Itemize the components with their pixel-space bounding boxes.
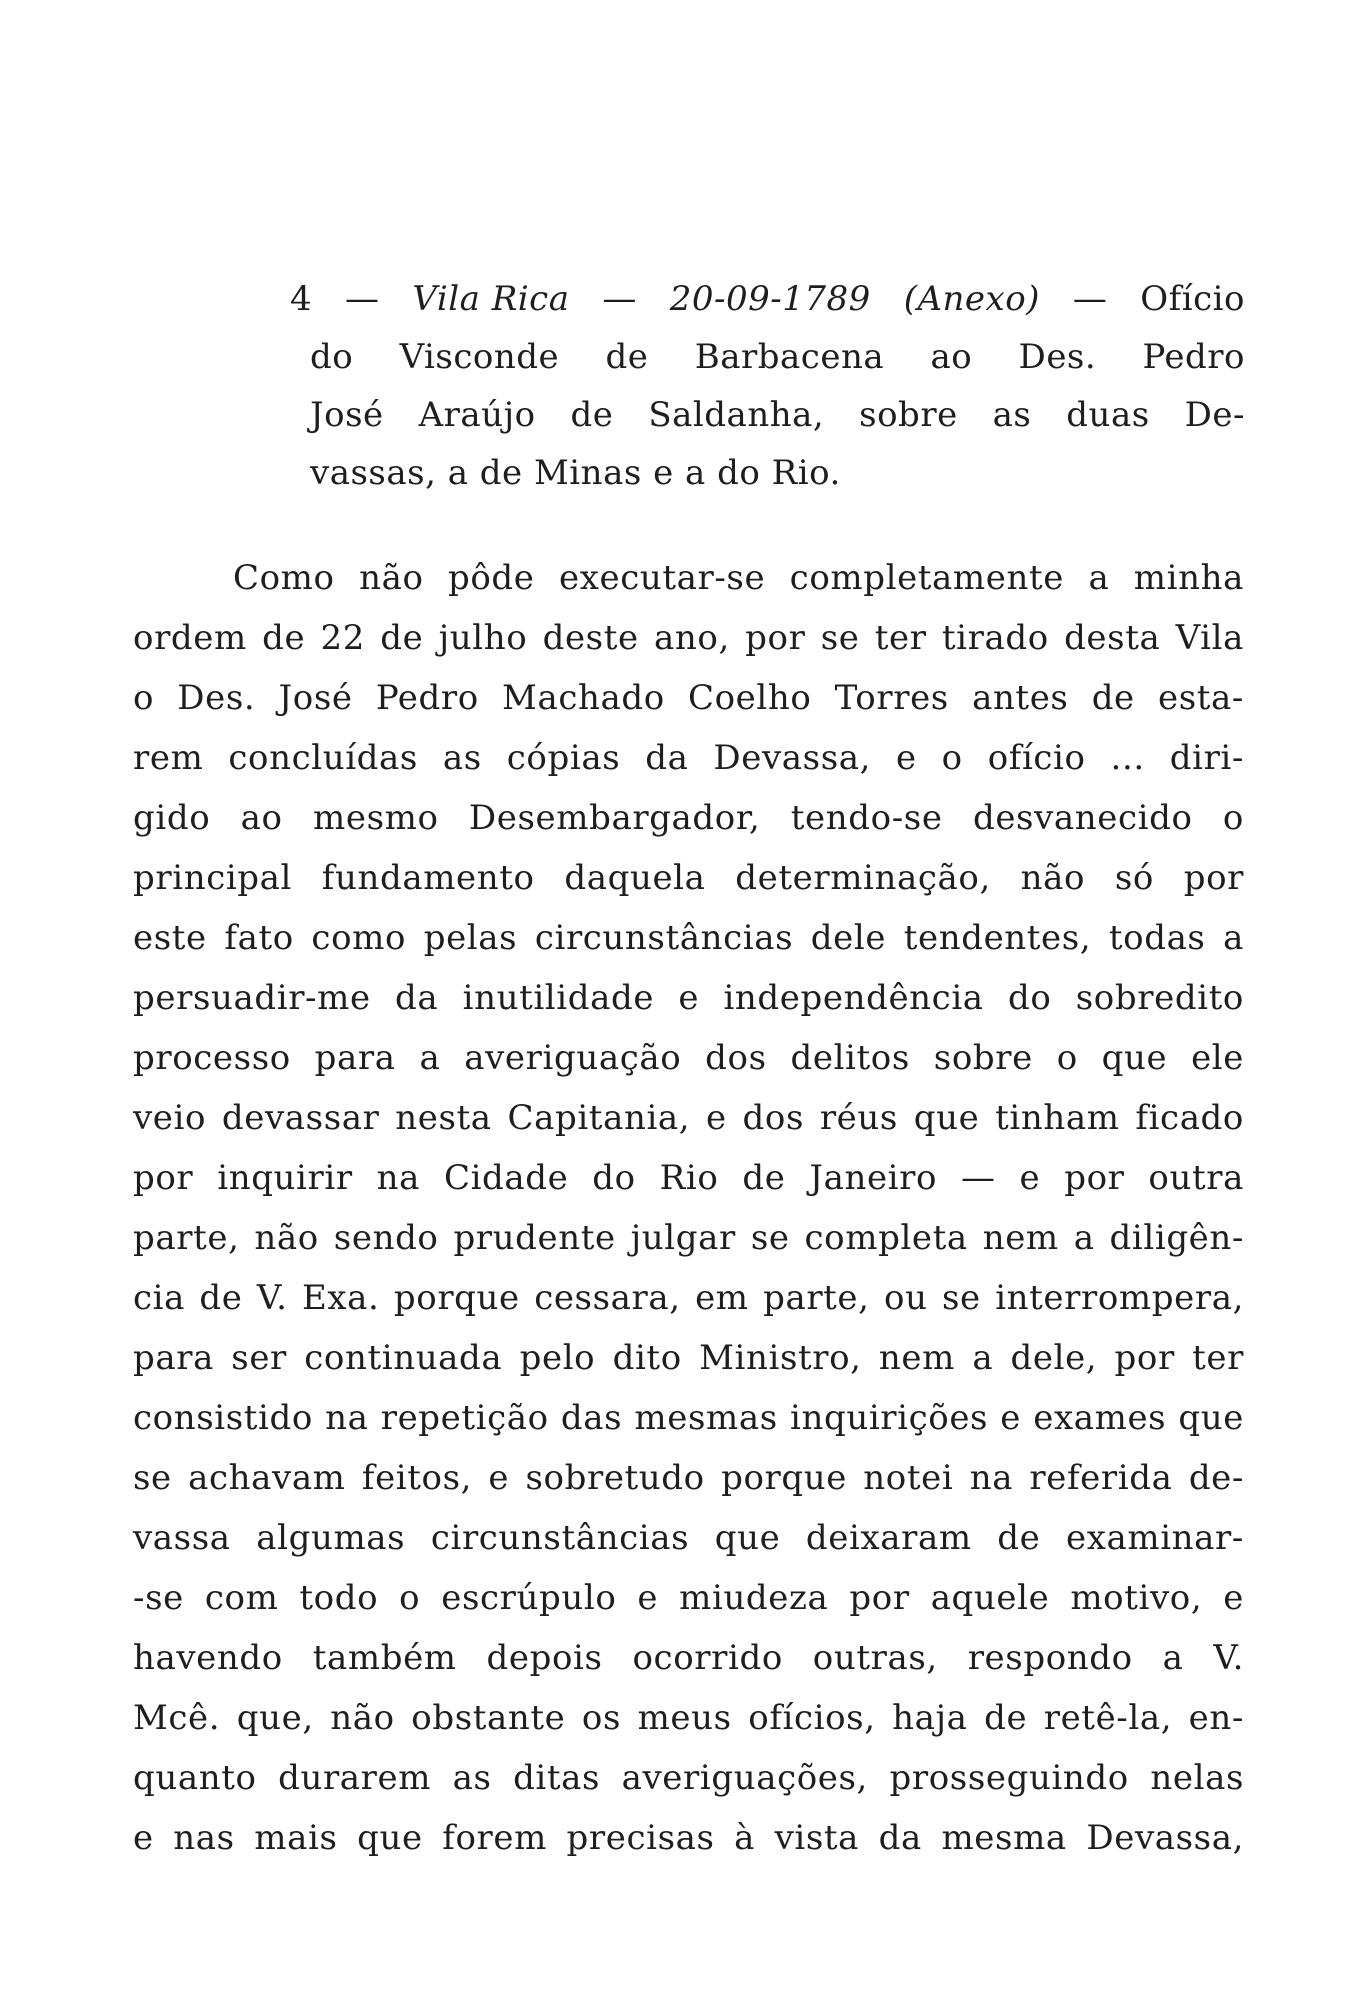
body-line: este fato como pelas circunstâncias dele tendentes, todas a — [133, 918, 1244, 958]
heading-doc-type: Ofício — [1140, 279, 1245, 319]
body-line: quanto durarem as ditas averiguações, prosseguindo nelas — [133, 1758, 1244, 1798]
body-line: consistido na repetição das mesmas inquirições e exames que — [133, 1398, 1244, 1438]
body-line: Mcê. que, não obstante os meus ofícios, haja de retê-la, en- — [133, 1698, 1244, 1738]
heading-line: vassas, a de Minas e a do Rio. — [310, 453, 841, 493]
heading-line: José Araújo de Saldanha, sobre as duas De- — [310, 395, 1245, 435]
body-line: havendo também depois ocorrido outras, respondo a V. — [133, 1638, 1244, 1678]
body-line: veio devassar nesta Capitania, e dos réus que tinham ficado — [133, 1098, 1244, 1138]
heading-dash: — — [345, 279, 380, 319]
document-number: 4 — [290, 279, 313, 319]
heading-dash: — — [1072, 279, 1108, 319]
body-line: -se com todo o escrúpulo e miudeza por aquele motivo, e — [133, 1578, 1244, 1618]
body-line: parte, não sendo prudente julgar se completa nem a diligên- — [133, 1218, 1244, 1258]
document-heading — [290, 270, 1245, 502]
body-line: rem concluídas as cópias da Devassa, e o ofício ... diri- — [133, 738, 1244, 778]
body-line: vassa algumas circunstâncias que deixaram de examinar- — [133, 1518, 1244, 1558]
body-line: persuadir-me da inutilidade e independência do sobredito — [133, 978, 1244, 1018]
body-line: gido ao mesmo Desembargador, tendo-se desvanecido o — [133, 798, 1244, 838]
body-line: cia de V. Exa. porque cessara, em parte, ou se interrompera, — [133, 1278, 1244, 1318]
body-line: Como não pôde executar-se completamente a minha — [233, 558, 1244, 598]
body-line: ordem de 22 de julho deste ano, por se ter tirado desta Vila — [133, 618, 1244, 658]
body-line: principal fundamento daquela determinação, não só por — [133, 858, 1244, 898]
heading-annex: (Anexo) — [903, 279, 1040, 319]
document-body — [133, 548, 1244, 1868]
body-line: por inquirir na Cidade do Rio de Janeiro — e por outra — [133, 1158, 1244, 1198]
heading-date: 20-09-1789 — [669, 279, 871, 319]
body-line: e nas mais que forem precisas à vista da mesma Devassa, — [133, 1818, 1244, 1858]
body-line: o Des. José Pedro Machado Coelho Torres antes de esta- — [133, 678, 1244, 718]
body-line: processo para a averiguação dos delitos sobre o que ele — [133, 1038, 1244, 1078]
heading-first-line — [290, 270, 1245, 328]
body-line: para ser continuada pelo dito Ministro, nem a dele, por ter — [133, 1338, 1244, 1378]
heading-line: do Visconde de Barbacena ao Des. Pedro — [310, 337, 1245, 377]
heading-place: Vila Rica — [412, 279, 570, 319]
body-line: se achavam feitos, e sobretudo porque notei na referida de- — [133, 1458, 1244, 1498]
heading-dash: — — [602, 279, 637, 319]
